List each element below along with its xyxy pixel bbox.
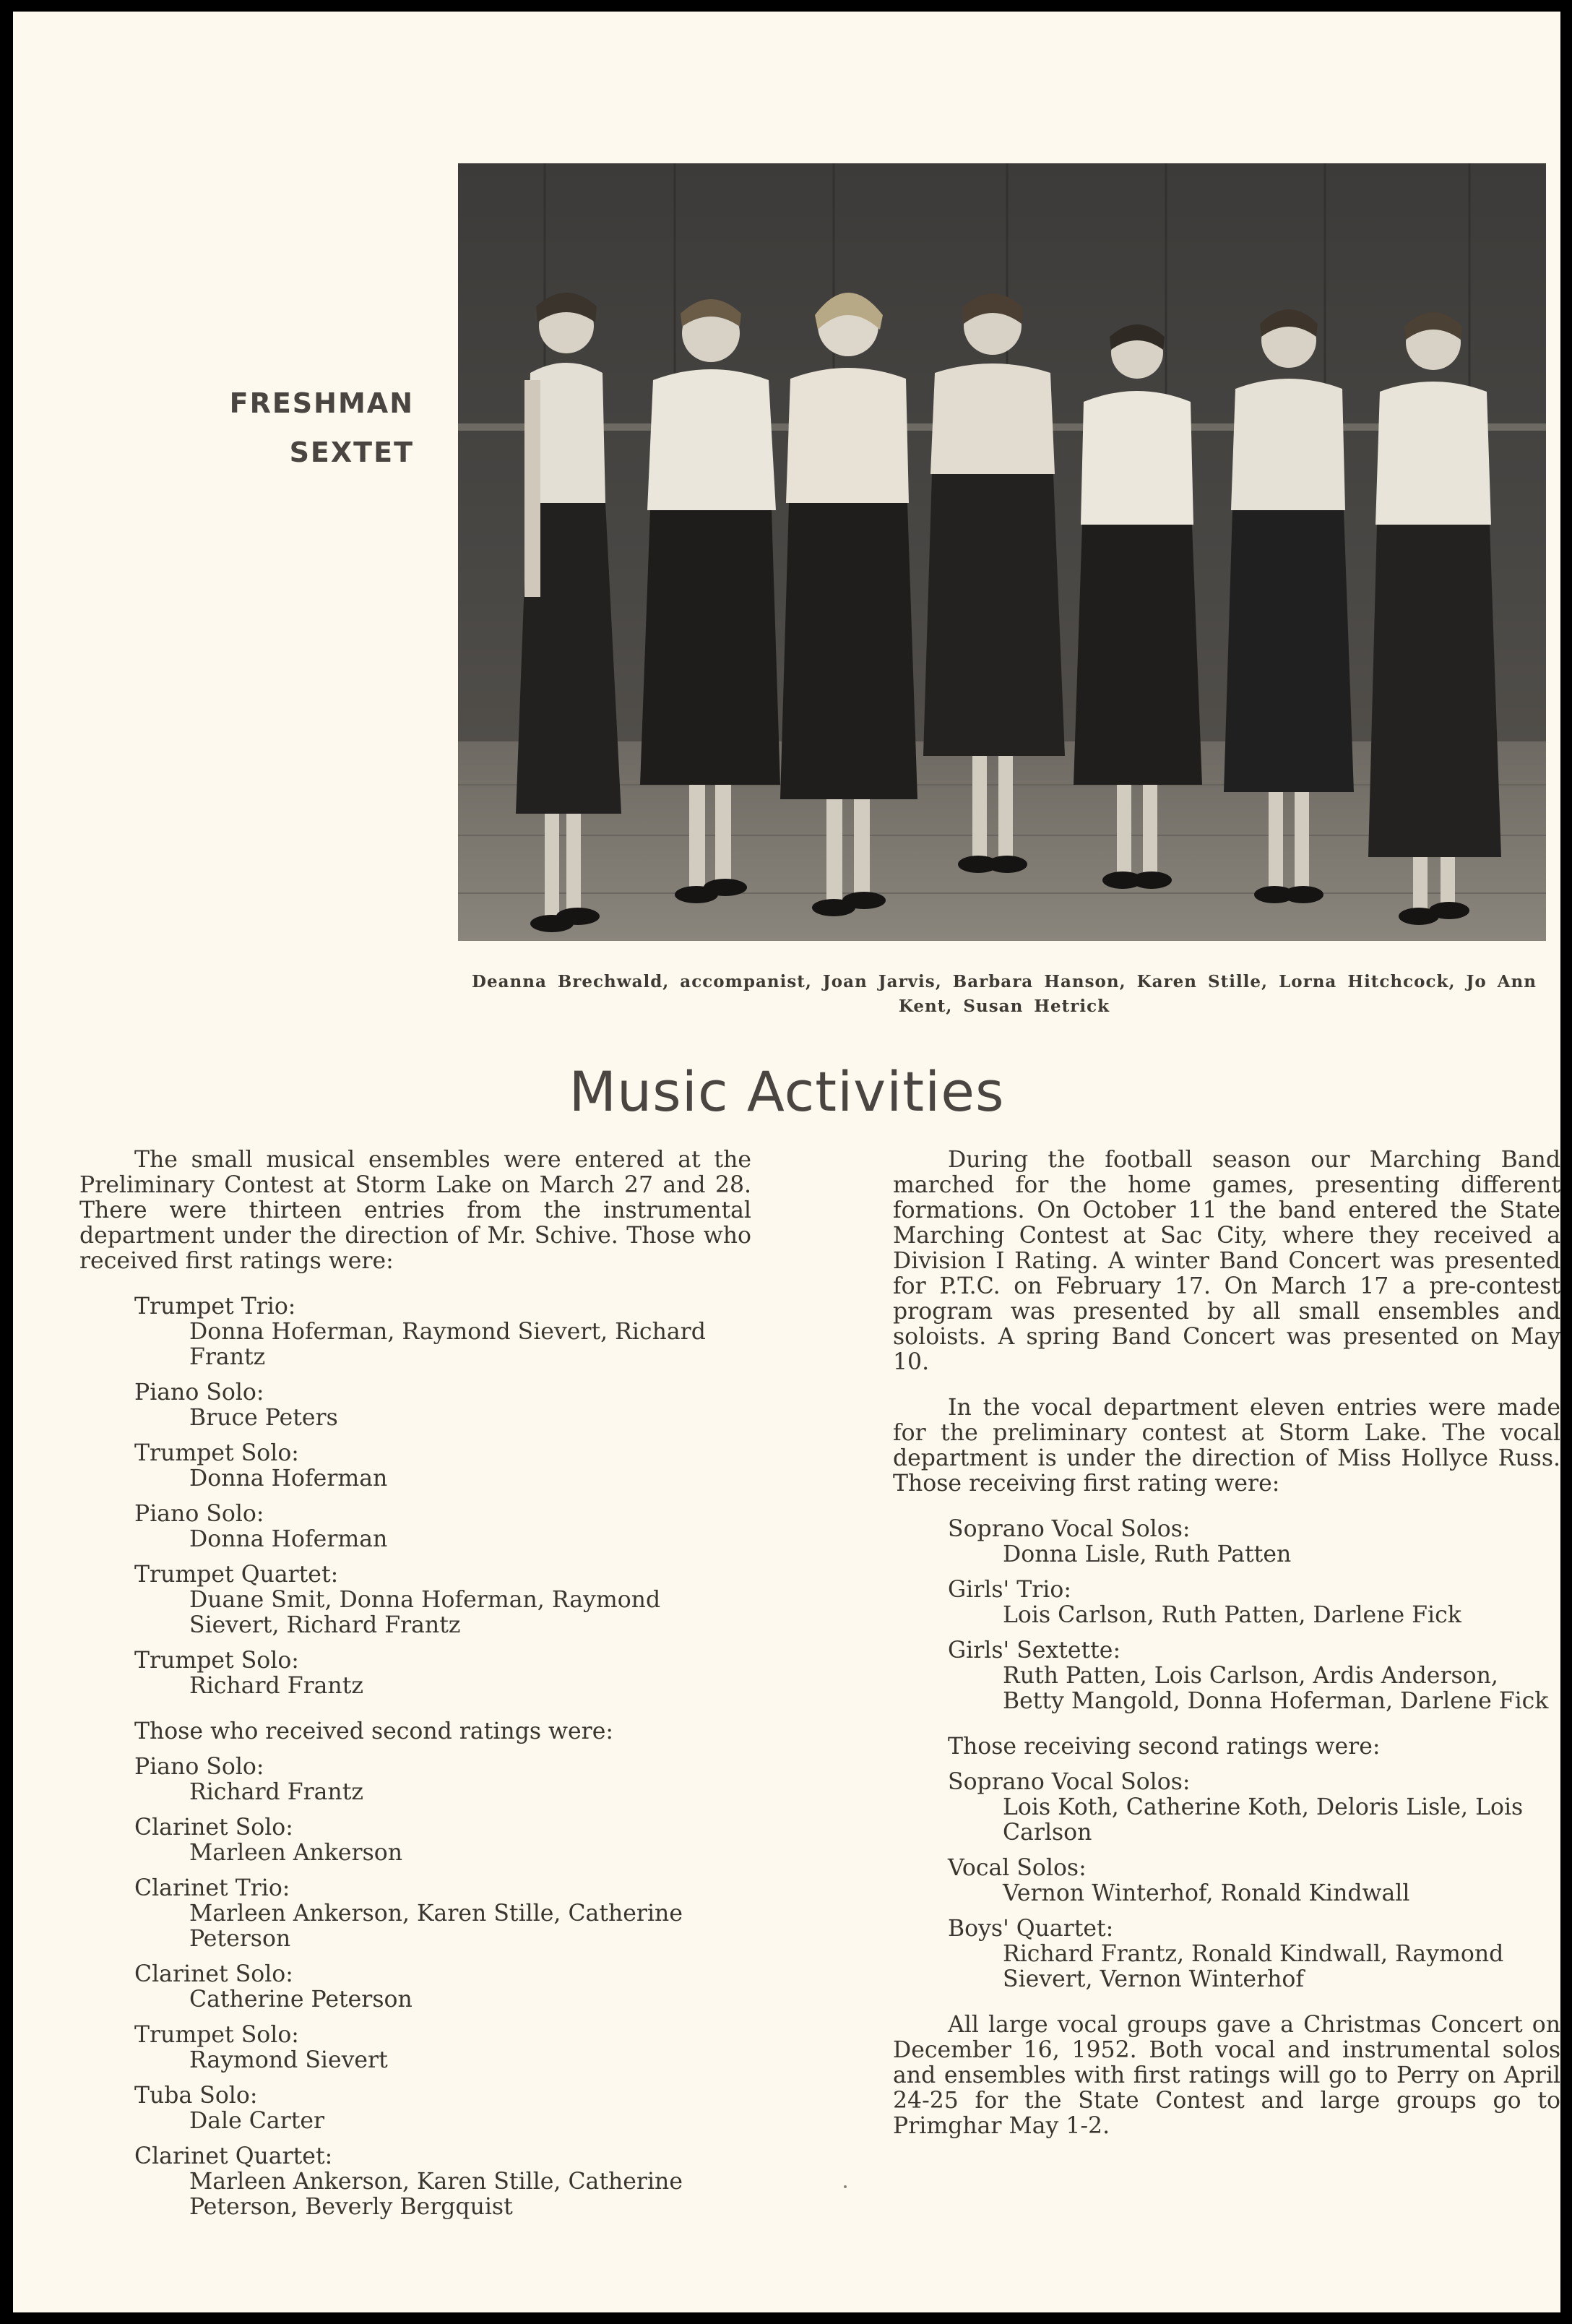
entry-names: Richard Frantz: [189, 1779, 363, 1805]
entry-names: Dale Carter: [189, 2108, 325, 2134]
left-column: [79, 1148, 751, 2220]
entry-names: Duane Smit, Donna Hoferman, Raymond Sievert, Richard Frantz: [189, 1587, 661, 1638]
rating-entry: [134, 1380, 751, 1431]
entry-label: Trumpet Solo:: [134, 1440, 299, 1466]
entry-label: Soprano Vocal Solos:: [948, 1516, 1191, 1542]
rating-entry: [948, 1770, 1560, 1846]
band-paragraph: During the football season our Marching Band marched for the home games, presenting different formations. On October 11 the band entered the State Marching Contest at Sac City, where they received a Division I Rating. A winter Band Concert was presented for P.T.C. on February 17. On March 17 a pre-contest program was presented by all small ensembles and soloists. A spring Band Concert was presented on May 10.: [893, 1147, 1560, 1375]
entry-names: Richard Frantz: [189, 1673, 363, 1699]
group-photo: [458, 163, 1546, 941]
entry-names: Donna Hoferman: [189, 1466, 388, 1492]
entry-label: Boys' Quartet:: [948, 1916, 1114, 1942]
entry-names: Richard Frantz, Ronald Kindwall, Raymond Sievert, Vernon Winterhof: [1003, 1941, 1504, 1992]
rating-entry: [948, 1856, 1560, 1906]
rating-entry: [134, 2144, 751, 2220]
entry-names: Ruth Patten, Lois Carlson, Ardis Anderson, Betty Mangold, Donna Hoferman, Darlene Fick: [1003, 1663, 1549, 1714]
rating-entry: [134, 1648, 751, 1699]
right-column: [893, 1148, 1560, 2139]
rating-entry: [134, 1755, 751, 1805]
second-ratings-heading: Those receiving second ratings were:: [948, 1734, 1381, 1760]
entry-label: Clarinet Solo:: [134, 1961, 293, 1987]
entry-label: Soprano Vocal Solos:: [948, 1769, 1191, 1795]
second-ratings-heading: Those who received second ratings were:: [134, 1718, 613, 1744]
rating-entry: [134, 1441, 751, 1492]
print-speck: [844, 2185, 847, 2188]
entry-label: Clarinet Solo:: [134, 1815, 293, 1841]
entry-label: Trumpet Solo:: [134, 1648, 299, 1674]
entry-names: Donna Hoferman: [189, 1526, 388, 1552]
rating-entry: [134, 2023, 751, 2073]
rating-entry: [948, 1578, 1560, 1628]
entry-names: Donna Hoferman, Raymond Sievert, Richard Frantz: [189, 1319, 706, 1370]
entry-label: Trumpet Quartet:: [134, 1562, 339, 1588]
entry-names: Lois Carlson, Ruth Patten, Darlene Fick: [1003, 1602, 1461, 1628]
rating-entry: [134, 1876, 751, 1952]
entry-names: Bruce Peters: [189, 1405, 338, 1431]
rating-entry: [134, 1294, 751, 1370]
entry-label: Girls' Sextette:: [948, 1637, 1121, 1664]
photo-caption: Deanna Brechwald, accompanist, Joan Jarvis, Barbara Hanson, Karen Stille, Lorna Hitchcock, Jo Ann Kent, Susan Hetrick: [472, 972, 1537, 1016]
rating-entry: [948, 1638, 1560, 1714]
girl-7: [1368, 312, 1501, 925]
entry-label: Girls' Trio:: [948, 1577, 1071, 1603]
entry-label: Vocal Solos:: [948, 1855, 1087, 1881]
rating-entry: [134, 1502, 751, 1552]
entry-label: Clarinet Trio:: [134, 1875, 290, 1901]
rating-entry: [134, 2083, 751, 2134]
rating-entry: [134, 1962, 751, 2013]
rating-entry: [948, 1916, 1560, 1992]
entry-label: Piano Solo:: [134, 1754, 264, 1780]
entry-names: Vernon Winterhof, Ronald Kindwall: [1003, 1880, 1410, 1906]
entry-names: Raymond Sievert: [189, 2047, 388, 2073]
closing-paragraph: All large vocal groups gave a Christmas Concert on December 16, 1952. Both vocal and instrumental solos and ensembles with first ratings will go to Perry on April 24-25 for the State Contest and large groups go to Primghar May 1-2.: [893, 2012, 1560, 2139]
vocal-paragraph: In the vocal department eleven entries were made for the preliminary contest at Storm Lake. The vocal department is under the direction of Miss Hollyce Russ. Those receiving first rating were:: [893, 1395, 1560, 1497]
rating-entry: [134, 1815, 751, 1866]
entry-names: Donna Lisle, Ruth Patten: [1003, 1541, 1292, 1567]
yearbook-page: [13, 12, 1560, 2312]
instrumental-intro: The small musical ensembles were entered at the Preliminary Contest at Storm Lake on March 27 and 28. There were thirteen entries from the instrumental department under the direction of Mr. Schive. Those who received first ratings were:: [79, 1147, 751, 1274]
entry-names: Marleen Ankerson, Karen Stille, Catherine Peterson, Beverly Bergquist: [189, 2169, 683, 2220]
entry-label: Tuba Solo:: [134, 2083, 258, 2109]
entry-names: Marleen Ankerson: [189, 1840, 402, 1866]
entry-label: Trumpet Trio:: [134, 1294, 296, 1320]
photo-heading-line-2: SEXTET: [289, 436, 414, 468]
rating-entry: [134, 1562, 751, 1638]
entry-label: Clarinet Quartet:: [134, 2143, 333, 2169]
rating-entry: [948, 1517, 1560, 1567]
group-photo-illustration: [458, 163, 1546, 941]
entry-names: Marleen Ankerson, Karen Stille, Catherine Peterson: [189, 1901, 683, 1952]
entry-label: Piano Solo:: [134, 1380, 264, 1406]
entry-names: Lois Koth, Catherine Koth, Deloris Lisle, Lois Carlson: [1003, 1794, 1524, 1846]
entry-names: Catherine Peterson: [189, 1987, 413, 2013]
entry-label: Piano Solo:: [134, 1501, 264, 1527]
entry-label: Trumpet Solo:: [134, 2022, 299, 2048]
photo-heading-line-1: FRESHMAN: [229, 387, 414, 419]
page-title: Music Activities: [569, 1059, 1005, 1124]
